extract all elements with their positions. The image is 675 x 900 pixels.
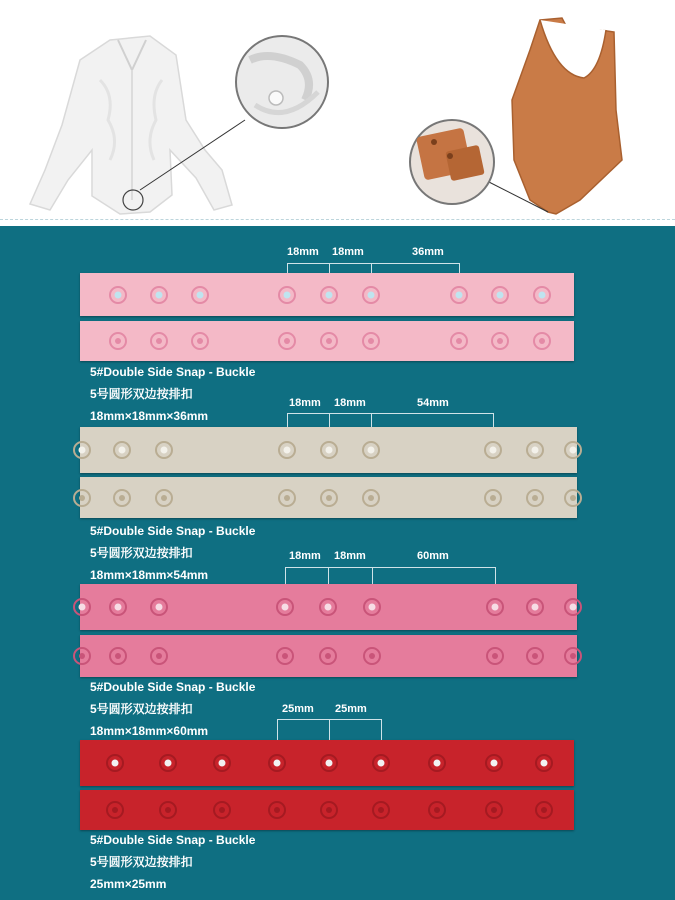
dim-line	[287, 413, 493, 414]
snap-button	[278, 441, 296, 459]
snap-button	[320, 754, 338, 772]
product-name: 5#Double Side Snap - Buckle	[90, 680, 256, 694]
snap-core	[378, 807, 384, 813]
snap-button	[533, 286, 551, 304]
snap-core	[541, 807, 547, 813]
snap-core	[326, 760, 333, 767]
snap-core	[326, 495, 332, 501]
snap-button	[362, 332, 380, 350]
snap-button	[450, 286, 468, 304]
dim-label: 18mm	[332, 246, 364, 258]
snap-button	[428, 754, 446, 772]
snap-button	[428, 801, 446, 819]
snap-button	[319, 598, 337, 616]
product-name-cn: 5号圆形双边按排扣	[90, 702, 193, 716]
snap-button	[486, 598, 504, 616]
snap-core	[284, 447, 291, 454]
snap-button	[526, 647, 544, 665]
product-spec: 18mm×18mm×36mm	[90, 409, 209, 423]
product-name-cn: 5号圆形双边按排扣	[90, 546, 193, 560]
snap-core	[491, 807, 497, 813]
snap-button	[73, 598, 91, 616]
snap-button	[535, 801, 553, 819]
dim-label: 60mm	[417, 550, 449, 562]
snap-button	[320, 801, 338, 819]
snap-core	[539, 291, 546, 298]
snap-button	[362, 489, 380, 507]
snap-tape-strip	[80, 273, 574, 316]
snap-button	[362, 286, 380, 304]
product-name: 5#Double Side Snap - Buckle	[90, 833, 256, 847]
snap-button	[155, 489, 173, 507]
snap-core	[491, 760, 498, 767]
snap-button	[491, 286, 509, 304]
snap-button	[159, 801, 177, 819]
snap-button	[150, 332, 168, 350]
snap-core	[197, 291, 204, 298]
bodysuit-illustration	[485, 18, 622, 214]
snap-button	[491, 332, 509, 350]
snap-button	[109, 286, 127, 304]
dim-label: 18mm	[334, 397, 366, 409]
snap-button	[278, 489, 296, 507]
snap-button	[485, 801, 503, 819]
dim-label: 25mm	[282, 703, 314, 715]
snap-core	[274, 807, 280, 813]
snap-core	[532, 604, 539, 611]
dim-line	[287, 263, 459, 264]
snap-core	[541, 760, 548, 767]
snap-button	[526, 598, 544, 616]
snap-button	[450, 332, 468, 350]
snap-core	[115, 604, 122, 611]
snap-tape-strip	[80, 477, 577, 518]
product-name-cn: 5号圆形双边按排扣	[90, 855, 193, 869]
snap-button	[526, 441, 544, 459]
snap-core	[156, 604, 163, 611]
snap-button	[191, 332, 209, 350]
snap-core	[570, 447, 577, 454]
snap-button	[363, 647, 381, 665]
snap-core	[378, 760, 385, 767]
product-spec: 18mm×18mm×60mm	[90, 724, 209, 738]
snap-tape-strip	[80, 635, 577, 677]
snap-button	[276, 647, 294, 665]
snap-button	[372, 754, 390, 772]
snap-core	[326, 291, 333, 298]
snap-button	[533, 332, 551, 350]
snap-core	[115, 653, 121, 659]
snap-core	[325, 653, 331, 659]
snap-button	[485, 754, 503, 772]
snap-core	[497, 291, 504, 298]
snap-core	[368, 338, 374, 344]
snap-core	[284, 495, 290, 501]
snap-button	[564, 647, 582, 665]
bodysuit-snap-zoom	[410, 120, 494, 204]
snap-core	[115, 291, 122, 298]
snap-button	[319, 647, 337, 665]
snap-button	[113, 489, 131, 507]
snap-button	[268, 754, 286, 772]
snap-button	[73, 441, 91, 459]
snap-core	[325, 604, 332, 611]
snap-button	[73, 489, 91, 507]
snap-button	[564, 489, 582, 507]
snap-button	[150, 647, 168, 665]
product-showcase	[0, 0, 675, 226]
dim-label: 54mm	[417, 397, 449, 409]
snap-button	[106, 754, 124, 772]
snap-core	[368, 495, 374, 501]
snap-button	[564, 441, 582, 459]
snap-core	[282, 653, 288, 659]
product-spec: 25mm×25mm	[90, 877, 167, 891]
snap-button	[320, 332, 338, 350]
snap-core	[112, 760, 119, 767]
product-caption-1	[90, 361, 255, 427]
snap-core	[326, 447, 333, 454]
product-spec: 18mm×18mm×54mm	[90, 568, 209, 582]
snap-core	[119, 495, 125, 501]
snap-core	[112, 807, 118, 813]
snap-core	[490, 447, 497, 454]
snap-core	[156, 291, 163, 298]
product-caption-2	[90, 520, 255, 586]
dim-label: 18mm	[289, 550, 321, 562]
snap-core	[79, 447, 86, 454]
snap-core	[219, 807, 225, 813]
snap-core	[434, 760, 441, 767]
divider	[0, 219, 675, 220]
snap-core	[165, 807, 171, 813]
snap-button	[191, 286, 209, 304]
snap-button	[320, 286, 338, 304]
dim-line	[285, 567, 495, 568]
snap-core	[219, 760, 226, 767]
snap-core	[284, 338, 290, 344]
snap-button	[362, 441, 380, 459]
dim-label: 18mm	[287, 246, 319, 258]
product-caption-4	[90, 829, 255, 895]
snap-core	[156, 338, 162, 344]
snap-button	[106, 801, 124, 819]
snap-core	[570, 653, 576, 659]
snap-core	[369, 653, 375, 659]
snap-tape-strip	[80, 321, 574, 361]
blouse-illustration	[30, 36, 245, 214]
snap-core	[161, 495, 167, 501]
snap-core	[497, 338, 503, 344]
garment-illustrations	[0, 0, 675, 226]
snap-core	[539, 338, 545, 344]
snap-button	[113, 441, 131, 459]
snap-button	[109, 332, 127, 350]
snap-core	[326, 338, 332, 344]
snap-button	[109, 647, 127, 665]
snap-core	[79, 495, 85, 501]
snap-tape-strip	[80, 790, 574, 830]
snap-button	[535, 754, 553, 772]
snap-button	[278, 332, 296, 350]
snap-core	[165, 760, 172, 767]
dim-label: 18mm	[289, 397, 321, 409]
snap-tape-strip	[80, 584, 577, 630]
snap-core	[282, 604, 289, 611]
snap-core	[490, 495, 496, 501]
snap-button	[150, 598, 168, 616]
snap-button	[564, 598, 582, 616]
snap-button	[278, 286, 296, 304]
snap-core	[492, 653, 498, 659]
snap-core	[434, 807, 440, 813]
snap-button	[484, 441, 502, 459]
snap-button	[213, 801, 231, 819]
snap-core	[532, 653, 538, 659]
snap-tape-strip	[80, 427, 577, 473]
product-name-cn: 5号圆形双边按排扣	[90, 387, 193, 401]
snap-core	[532, 447, 539, 454]
dim-label: 18mm	[334, 550, 366, 562]
snap-button	[363, 598, 381, 616]
dim-label: 25mm	[335, 703, 367, 715]
snap-button	[486, 647, 504, 665]
snap-button	[276, 598, 294, 616]
snap-core	[456, 338, 462, 344]
snap-core	[274, 760, 281, 767]
snap-core	[456, 291, 463, 298]
snap-core	[115, 338, 121, 344]
snap-button	[150, 286, 168, 304]
snap-core	[197, 338, 203, 344]
snap-core	[369, 604, 376, 611]
snap-button	[372, 801, 390, 819]
snap-core	[119, 447, 126, 454]
snap-core	[570, 604, 577, 611]
product-name: 5#Double Side Snap - Buckle	[90, 524, 256, 538]
snap-button	[213, 754, 231, 772]
dim-label: 36mm	[412, 246, 444, 258]
snap-button	[320, 441, 338, 459]
snap-core	[368, 291, 375, 298]
snap-button	[73, 647, 91, 665]
product-caption-3	[90, 676, 255, 742]
snap-button	[268, 801, 286, 819]
snap-button	[484, 489, 502, 507]
snap-detail-zoom	[236, 36, 328, 128]
snap-core	[79, 604, 86, 611]
snap-button	[526, 489, 544, 507]
snap-core	[326, 807, 332, 813]
snap-core	[79, 653, 85, 659]
snap-core	[570, 495, 576, 501]
snap-core	[156, 653, 162, 659]
snap-core	[492, 604, 499, 611]
snap-button	[159, 754, 177, 772]
snap-button	[320, 489, 338, 507]
snap-core	[284, 291, 291, 298]
snap-core	[161, 447, 168, 454]
snap-tape-strip	[80, 740, 574, 786]
product-name: 5#Double Side Snap - Buckle	[90, 365, 256, 379]
snap-core	[532, 495, 538, 501]
snap-button	[109, 598, 127, 616]
snap-core	[368, 447, 375, 454]
snap-button	[155, 441, 173, 459]
